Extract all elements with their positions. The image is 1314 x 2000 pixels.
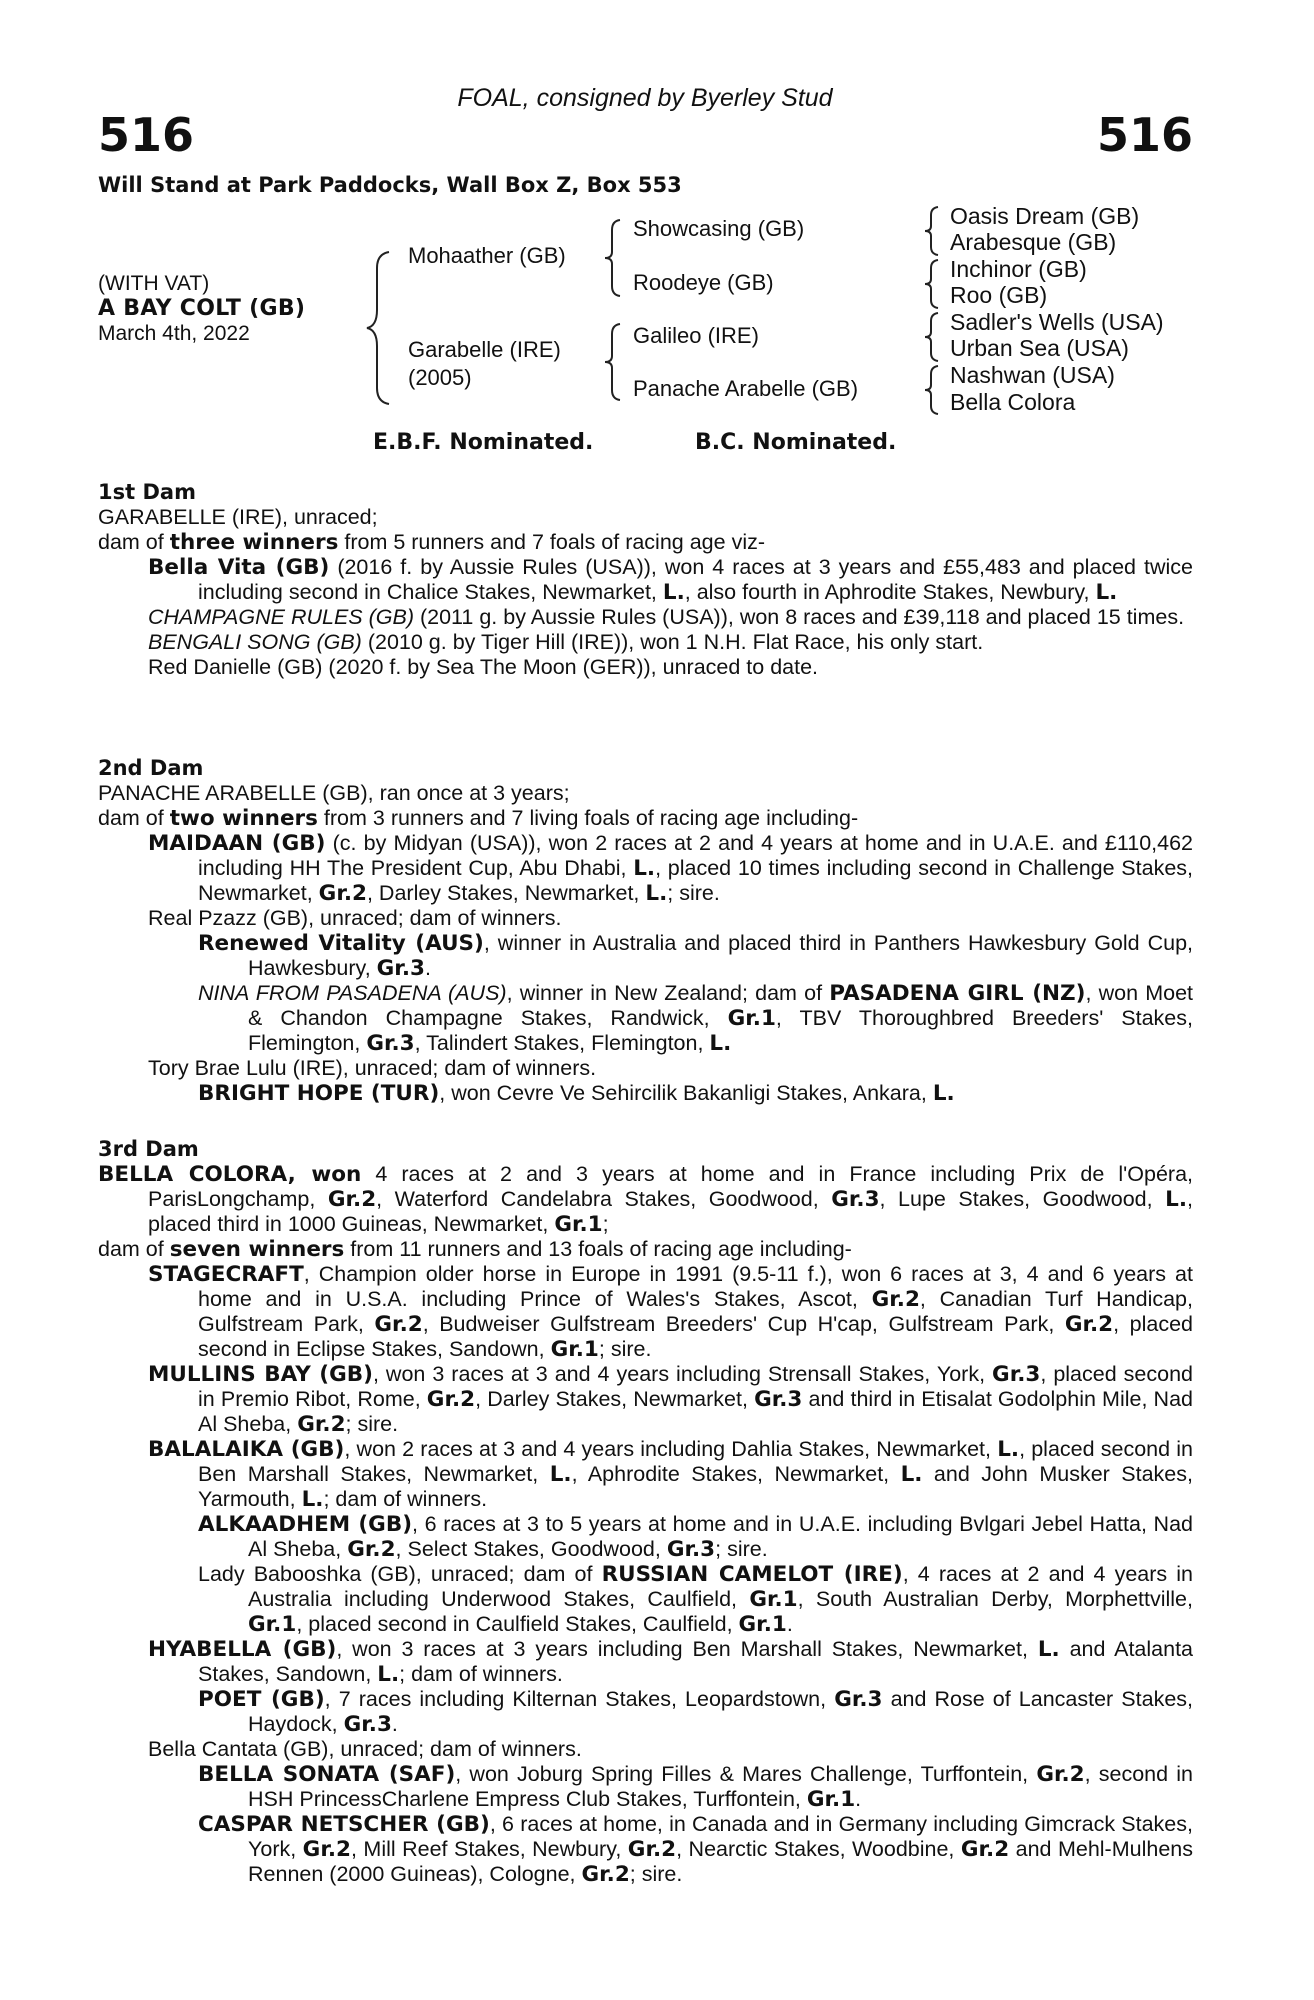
- produce-entry: Tory Brae Lulu (IRE), unraced; dam of winners.: [148, 1056, 597, 1080]
- pedigree-gg-5: Sadler's Wells (USA): [950, 309, 1164, 335]
- pedigree-gg-8: Bella Colora: [950, 389, 1076, 415]
- third-dam-name: BELLA COLORA, won 4 races at 2 and 3 years at home and in France including Prix de l'Opéra, ParisLongchamp, Gr.2, Waterford Candelabra Stakes, Goodwood, Gr.3, Lupe Stakes, Goodwood, L., placed third in 1000 Guineas, Newmarket, Gr.1;: [98, 1162, 1194, 1237]
- pedigree-gg-6: Urban Sea (USA): [950, 335, 1129, 361]
- brace-g34: [922, 258, 942, 310]
- bc-nomination: B.C. Nominated.: [695, 430, 897, 455]
- produce-entry: Real Pzazz (GB), unraced; dam of winners.: [148, 906, 562, 930]
- horse-description: A BAY COLT (GB): [98, 296, 306, 321]
- pedigree-dam-dam: Panache Arabelle (GB): [633, 376, 859, 401]
- foaling-date: March 4th, 2022: [98, 322, 250, 345]
- pedigree-gg-7: Nashwan (USA): [950, 362, 1115, 388]
- produce-entry: BALALAIKA (GB), won 2 races at 3 and 4 years including Dahlia Stakes, Newmarket, L., placed second in Ben Marshall Stakes, Newmarket, L., Aphrodite Stakes, Newmarket, L. and John Musker Stakes, Yarmouth, L.; dam of winners.: [148, 1437, 1193, 1512]
- second-dam-record: dam of two winners from 3 runners and 7 living foals of racing age including-: [98, 806, 859, 831]
- second-dam-section: [98, 756, 1193, 1106]
- consignor-line: FOAL, consigned by Byerley Stud: [457, 84, 833, 112]
- dam-brace: [602, 322, 624, 402]
- produce-entry: MULLINS BAY (GB), won 3 races at 3 and 4 years including Strensall Stakes, York, Gr.3, placed second in Premio Ribot, Rome, Gr.2, Darley Stakes, Newmarket, Gr.3 and third in Etisalat Godolphin Mile, Nad Al Sheba, Gr.2; sire.: [148, 1362, 1194, 1437]
- pedigree-gg-4: Roo (GB): [950, 282, 1048, 308]
- produce-entry: Red Danielle (GB) (2020 f. by Sea The Moon (GER)), unraced to date.: [148, 655, 819, 679]
- produce-entry: Bella Cantata (GB), unraced; dam of winners.: [148, 1737, 582, 1761]
- pedigree-dam-sire: Galileo (IRE): [633, 323, 759, 348]
- pedigree-dam: Garabelle (IRE): [408, 337, 561, 362]
- ebf-nomination: E.B.F. Nominated.: [373, 430, 594, 455]
- pedigree-gg-2: Arabesque (GB): [950, 229, 1117, 255]
- first-dam-name: GARABELLE (IRE), unraced;: [98, 505, 378, 529]
- first-dam-record: dam of three winners from 5 runners and 7 foals of racing age viz-: [98, 530, 766, 555]
- brace-g78: [922, 364, 942, 416]
- produce-entry: BENGALI SONG (GB) (2010 g. by Tiger Hill (IRE)), won 1 N.H. Flat Race, his only start.: [148, 630, 984, 654]
- produce-entry: STAGECRAFT, Champion older horse in Europe in 1991 (9.5-11 f.), won 6 races at 3, 4 and 6 years at home and in U.S.A. including Prince of Wales's Stakes, Ascot, Gr.2, Canadian Turf Handicap, Gulfstream Park, Gr.2, Budweiser Gulfstream Breeders' Cup H'cap, Gulfstream Park, Gr.2, placed second in Eclipse Stakes, Sandown, Gr.1; sire.: [148, 1262, 1194, 1362]
- produce-entry: CHAMPAGNE RULES (GB) (2011 g. by Aussie Rules (USA)), won 8 races and £39,118 and placed 15 times.: [148, 605, 1185, 629]
- vat-note: (WITH VAT): [98, 272, 210, 295]
- sire-brace: [602, 218, 624, 298]
- produce-entry: BELLA SONATA (SAF), won Joburg Spring Filles & Mares Challenge, Turffontein, Gr.2, second in HSH PrincessCharlene Empress Club Stakes, Turffontein, Gr.1.: [198, 1762, 1193, 1812]
- produce-entry: POET (GB), 7 races including Kilternan Stakes, Leopardstown, Gr.3 and Rose of Lancaster Stakes, Haydock, Gr.3.: [198, 1687, 1193, 1737]
- second-dam-heading: 2nd Dam: [98, 756, 204, 780]
- first-dam-heading: 1st Dam: [98, 480, 196, 504]
- main-brace: [365, 248, 395, 408]
- brace-g12: [922, 205, 942, 257]
- produce-entry: Renewed Vitality (AUS), winner in Australia and placed third in Panthers Hawkesbury Gold Cup, Hawkesbury, Gr.3.: [198, 931, 1194, 981]
- produce-entry: NINA FROM PASADENA (AUS), winner in New Zealand; dam of PASADENA GIRL (NZ), won Moet & Chandon Champagne Stakes, Randwick, Gr.1, TBV Thoroughbred Breeders' Stakes, Flemington, Gr.3, Talindert Stakes, Flemington, L.: [198, 981, 1193, 1056]
- produce-entry: Lady Babooshka (GB), unraced; dam of RUSSIAN CAMELOT (IRE), 4 races at 2 and 4 years in Australia including Underwood Stakes, Caulfield, Gr.1, South Australian Derby, Morphettville, Gr.1, placed second in Caulfield Stakes, Caulfield, Gr.1.: [198, 1562, 1193, 1637]
- produce-entry: HYABELLA (GB), won 3 races at 3 years including Ben Marshall Stakes, Newmarket, L. and Atalanta Stakes, Sandown, L.; dam of winners.: [148, 1637, 1194, 1687]
- third-dam-record: dam of seven winners from 11 runners and 13 foals of racing age including-: [98, 1237, 852, 1262]
- lot-number-right: 516: [1096, 108, 1193, 162]
- produce-entry: CASPAR NETSCHER (GB), 6 races at home, in Canada and in Germany including Gimcrack Stakes, York, Gr.2, Mill Reef Stakes, Newbury, Gr.2, Nearctic Stakes, Woodbine, Gr.2 and Mehl-Mulhens Rennen (2000 Guineas), Cologne, Gr.2; sire.: [198, 1812, 1193, 1887]
- stand-location: Will Stand at Park Paddocks, Wall Box Z, Box 553: [98, 173, 682, 197]
- pedigree-sire-sire: Showcasing (GB): [633, 216, 805, 241]
- pedigree-gg-1: Oasis Dream (GB): [950, 203, 1140, 229]
- produce-entry: BRIGHT HOPE (TUR), won Cevre Ve Sehircilik Bakanligi Stakes, Ankara, L.: [198, 1081, 955, 1106]
- third-dam-section: [98, 1137, 1193, 1887]
- second-dam-name: PANACHE ARABELLE (GB), ran once at 3 years;: [98, 781, 570, 805]
- produce-entry: MAIDAAN (GB) (c. by Midyan (USA)), won 2 races at 2 and 4 years at home and in U.A.E. and £110,462 including HH The President Cup, Abu Dhabi, L., placed 10 times including second in Challenge Stakes, Newmarket, Gr.2, Darley Stakes, Newmarket, L.; sire.: [148, 831, 1194, 906]
- brace-g56: [922, 311, 942, 363]
- pedigree-dam-year: (2005): [408, 365, 472, 390]
- first-dam-section: [98, 480, 1193, 680]
- produce-entry: ALKAADHEM (GB), 6 races at 3 to 5 years at home and in U.A.E. including Bvlgari Jebel Hatta, Nad Al Sheba, Gr.2, Select Stakes, Goodwood, Gr.3; sire.: [198, 1512, 1193, 1562]
- pedigree-sire-dam: Roodeye (GB): [633, 270, 774, 295]
- lot-number-left: 516: [98, 108, 195, 162]
- produce-entry: Bella Vita (GB) (2016 f. by Aussie Rules (USA)), won 4 races at 3 years and £55,483 and placed twice including second in Chalice Stakes, Newmarket, L., also fourth in Aphrodite Stakes, Newbury, L.: [148, 555, 1193, 605]
- third-dam-heading: 3rd Dam: [98, 1137, 199, 1161]
- pedigree-gg-3: Inchinor (GB): [950, 256, 1087, 282]
- pedigree-sire: Mohaather (GB): [408, 243, 566, 268]
